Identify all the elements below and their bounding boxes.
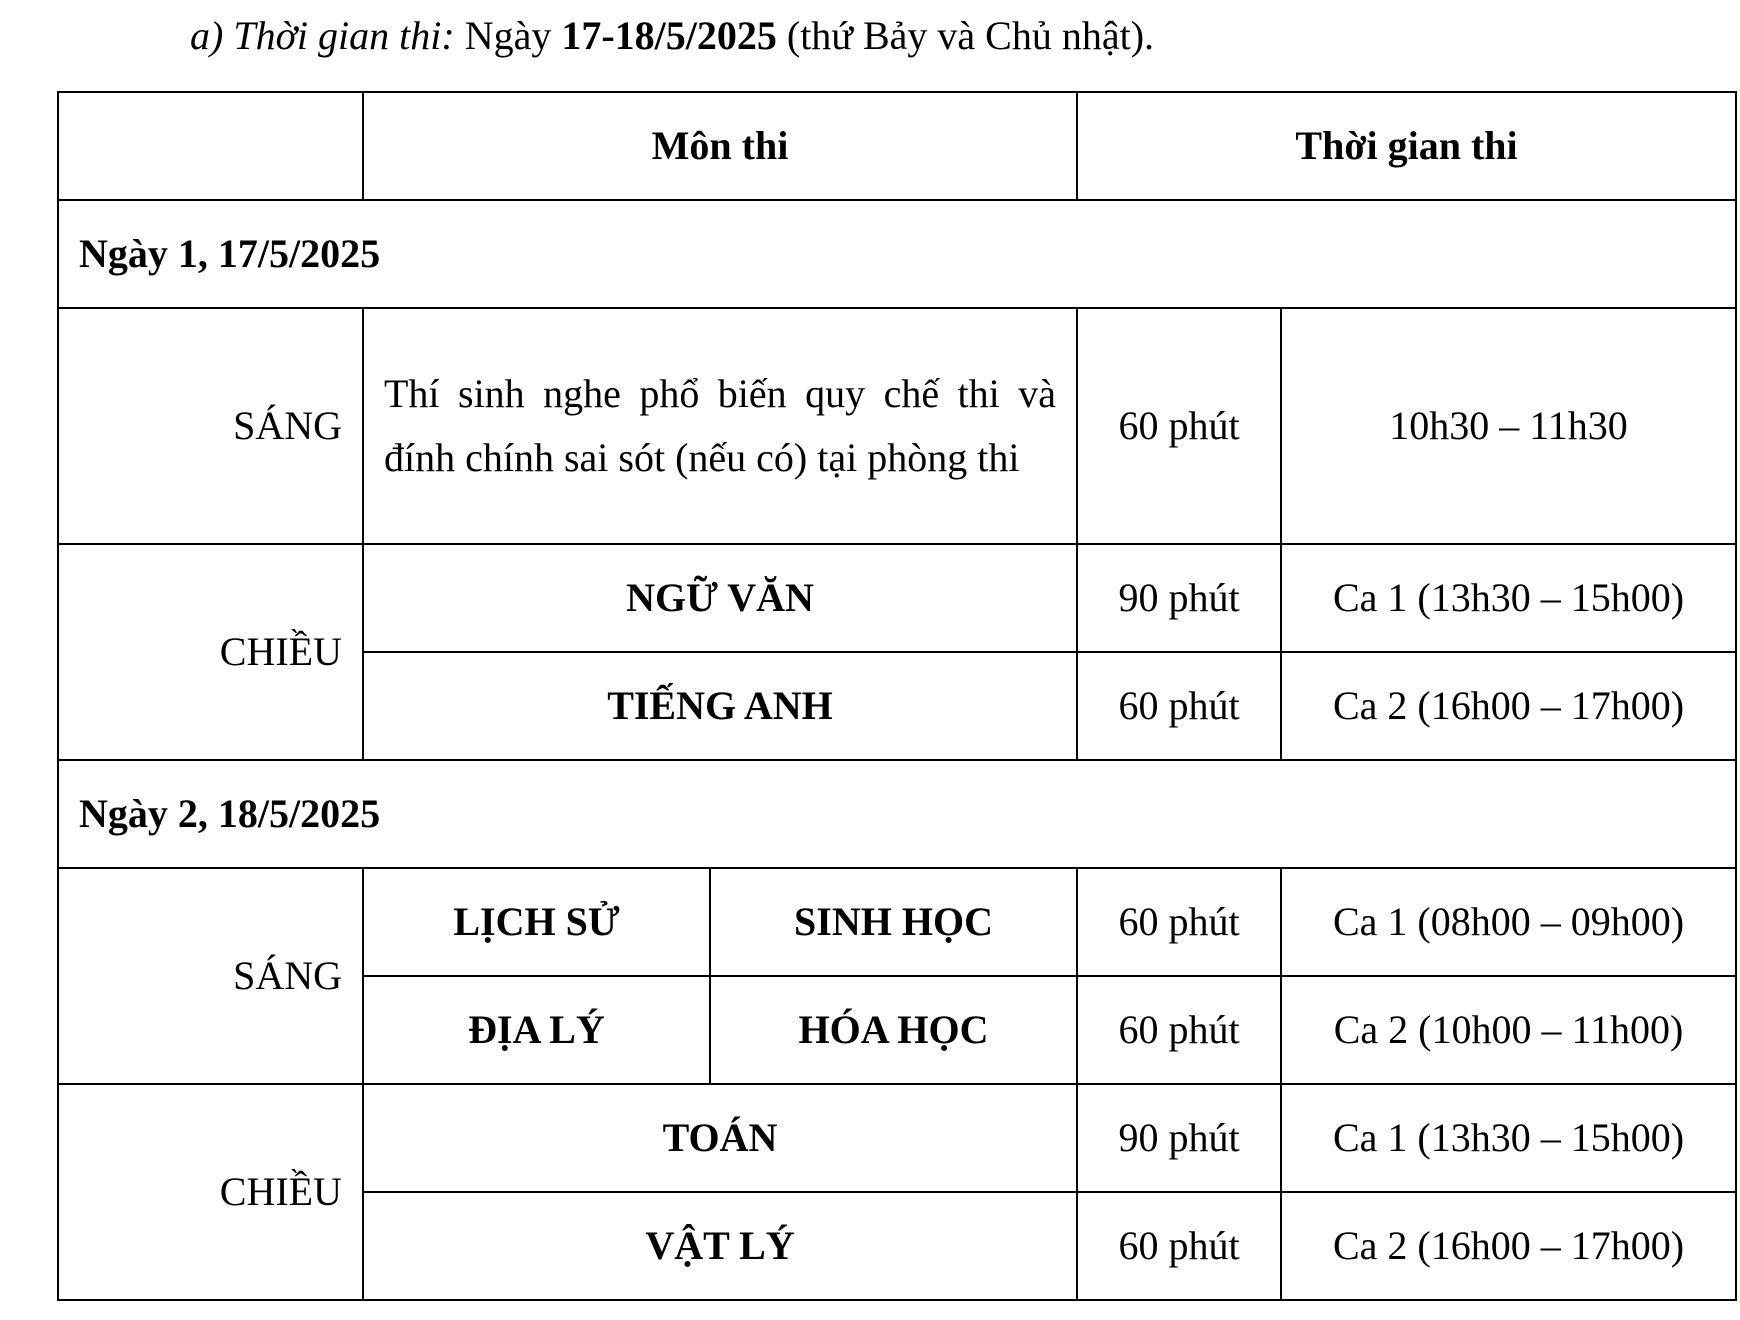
subject-cell: LỊCH SỬ — [363, 868, 710, 976]
duration-cell: 60 phút — [1077, 652, 1281, 760]
time-cell: Ca 1 (13h30 – 15h00) — [1281, 1084, 1736, 1192]
day2-afternoon-session: CHIỀU — [58, 1084, 363, 1300]
time-cell: Ca 2 (10h00 – 11h00) — [1281, 976, 1736, 1084]
time-cell: Ca 1 (08h00 – 09h00) — [1281, 868, 1736, 976]
table-row — [58, 1084, 1736, 1192]
duration-cell: 60 phút — [1077, 1192, 1281, 1300]
day2-morning-session: SÁNG — [58, 868, 363, 1084]
time-cell: Ca 1 (13h30 – 15h00) — [1281, 544, 1736, 652]
subject-cell: SINH HỌC — [710, 868, 1077, 976]
intro-label: a) Thời gian thi: — [190, 13, 455, 58]
day1-row — [58, 200, 1736, 308]
day1-morning-subject: Thí sinh nghe phổ biến quy chế thi và đính chính sai sót (nếu có) tại phòng thi — [363, 308, 1077, 544]
day2-row — [58, 760, 1736, 868]
subject-cell: HÓA HỌC — [710, 976, 1077, 1084]
duration-cell: 60 phút — [1077, 976, 1281, 1084]
table-header-row — [58, 92, 1736, 200]
table-row — [58, 308, 1736, 544]
subject-cell: TOÁN — [363, 1084, 1077, 1192]
intro-line — [190, 10, 1154, 62]
day2-title: Ngày 2, 18/5/2025 — [58, 760, 1736, 868]
header-time: Thời gian thi — [1077, 92, 1736, 200]
day1-morning-time: 10h30 – 11h30 — [1281, 308, 1736, 544]
duration-cell: 60 phút — [1077, 868, 1281, 976]
intro-prefix: Ngày — [454, 13, 562, 58]
day1-morning-duration: 60 phút — [1077, 308, 1281, 544]
intro-suffix: (thứ Bảy và Chủ nhật). — [776, 13, 1155, 58]
day1-afternoon-session: CHIỀU — [58, 544, 363, 760]
day1-morning-session: SÁNG — [58, 308, 363, 544]
subject-cell: VẬT LÝ — [363, 1192, 1077, 1300]
time-cell: Ca 2 (16h00 – 17h00) — [1281, 652, 1736, 760]
duration-cell: 90 phút — [1077, 1084, 1281, 1192]
subject-cell: NGỮ VĂN — [363, 544, 1077, 652]
header-subject: Môn thi — [363, 92, 1077, 200]
table-row — [58, 868, 1736, 976]
time-cell: Ca 2 (16h00 – 17h00) — [1281, 1192, 1736, 1300]
subject-cell: TIẾNG ANH — [363, 652, 1077, 760]
subject-cell: ĐỊA LÝ — [363, 976, 710, 1084]
day1-title: Ngày 1, 17/5/2025 — [58, 200, 1736, 308]
exam-schedule-table — [57, 91, 1737, 1301]
header-empty-cell — [58, 92, 363, 200]
table-row — [58, 544, 1736, 652]
intro-dates: 17-18/5/2025 — [561, 13, 777, 58]
duration-cell: 90 phút — [1077, 544, 1281, 652]
